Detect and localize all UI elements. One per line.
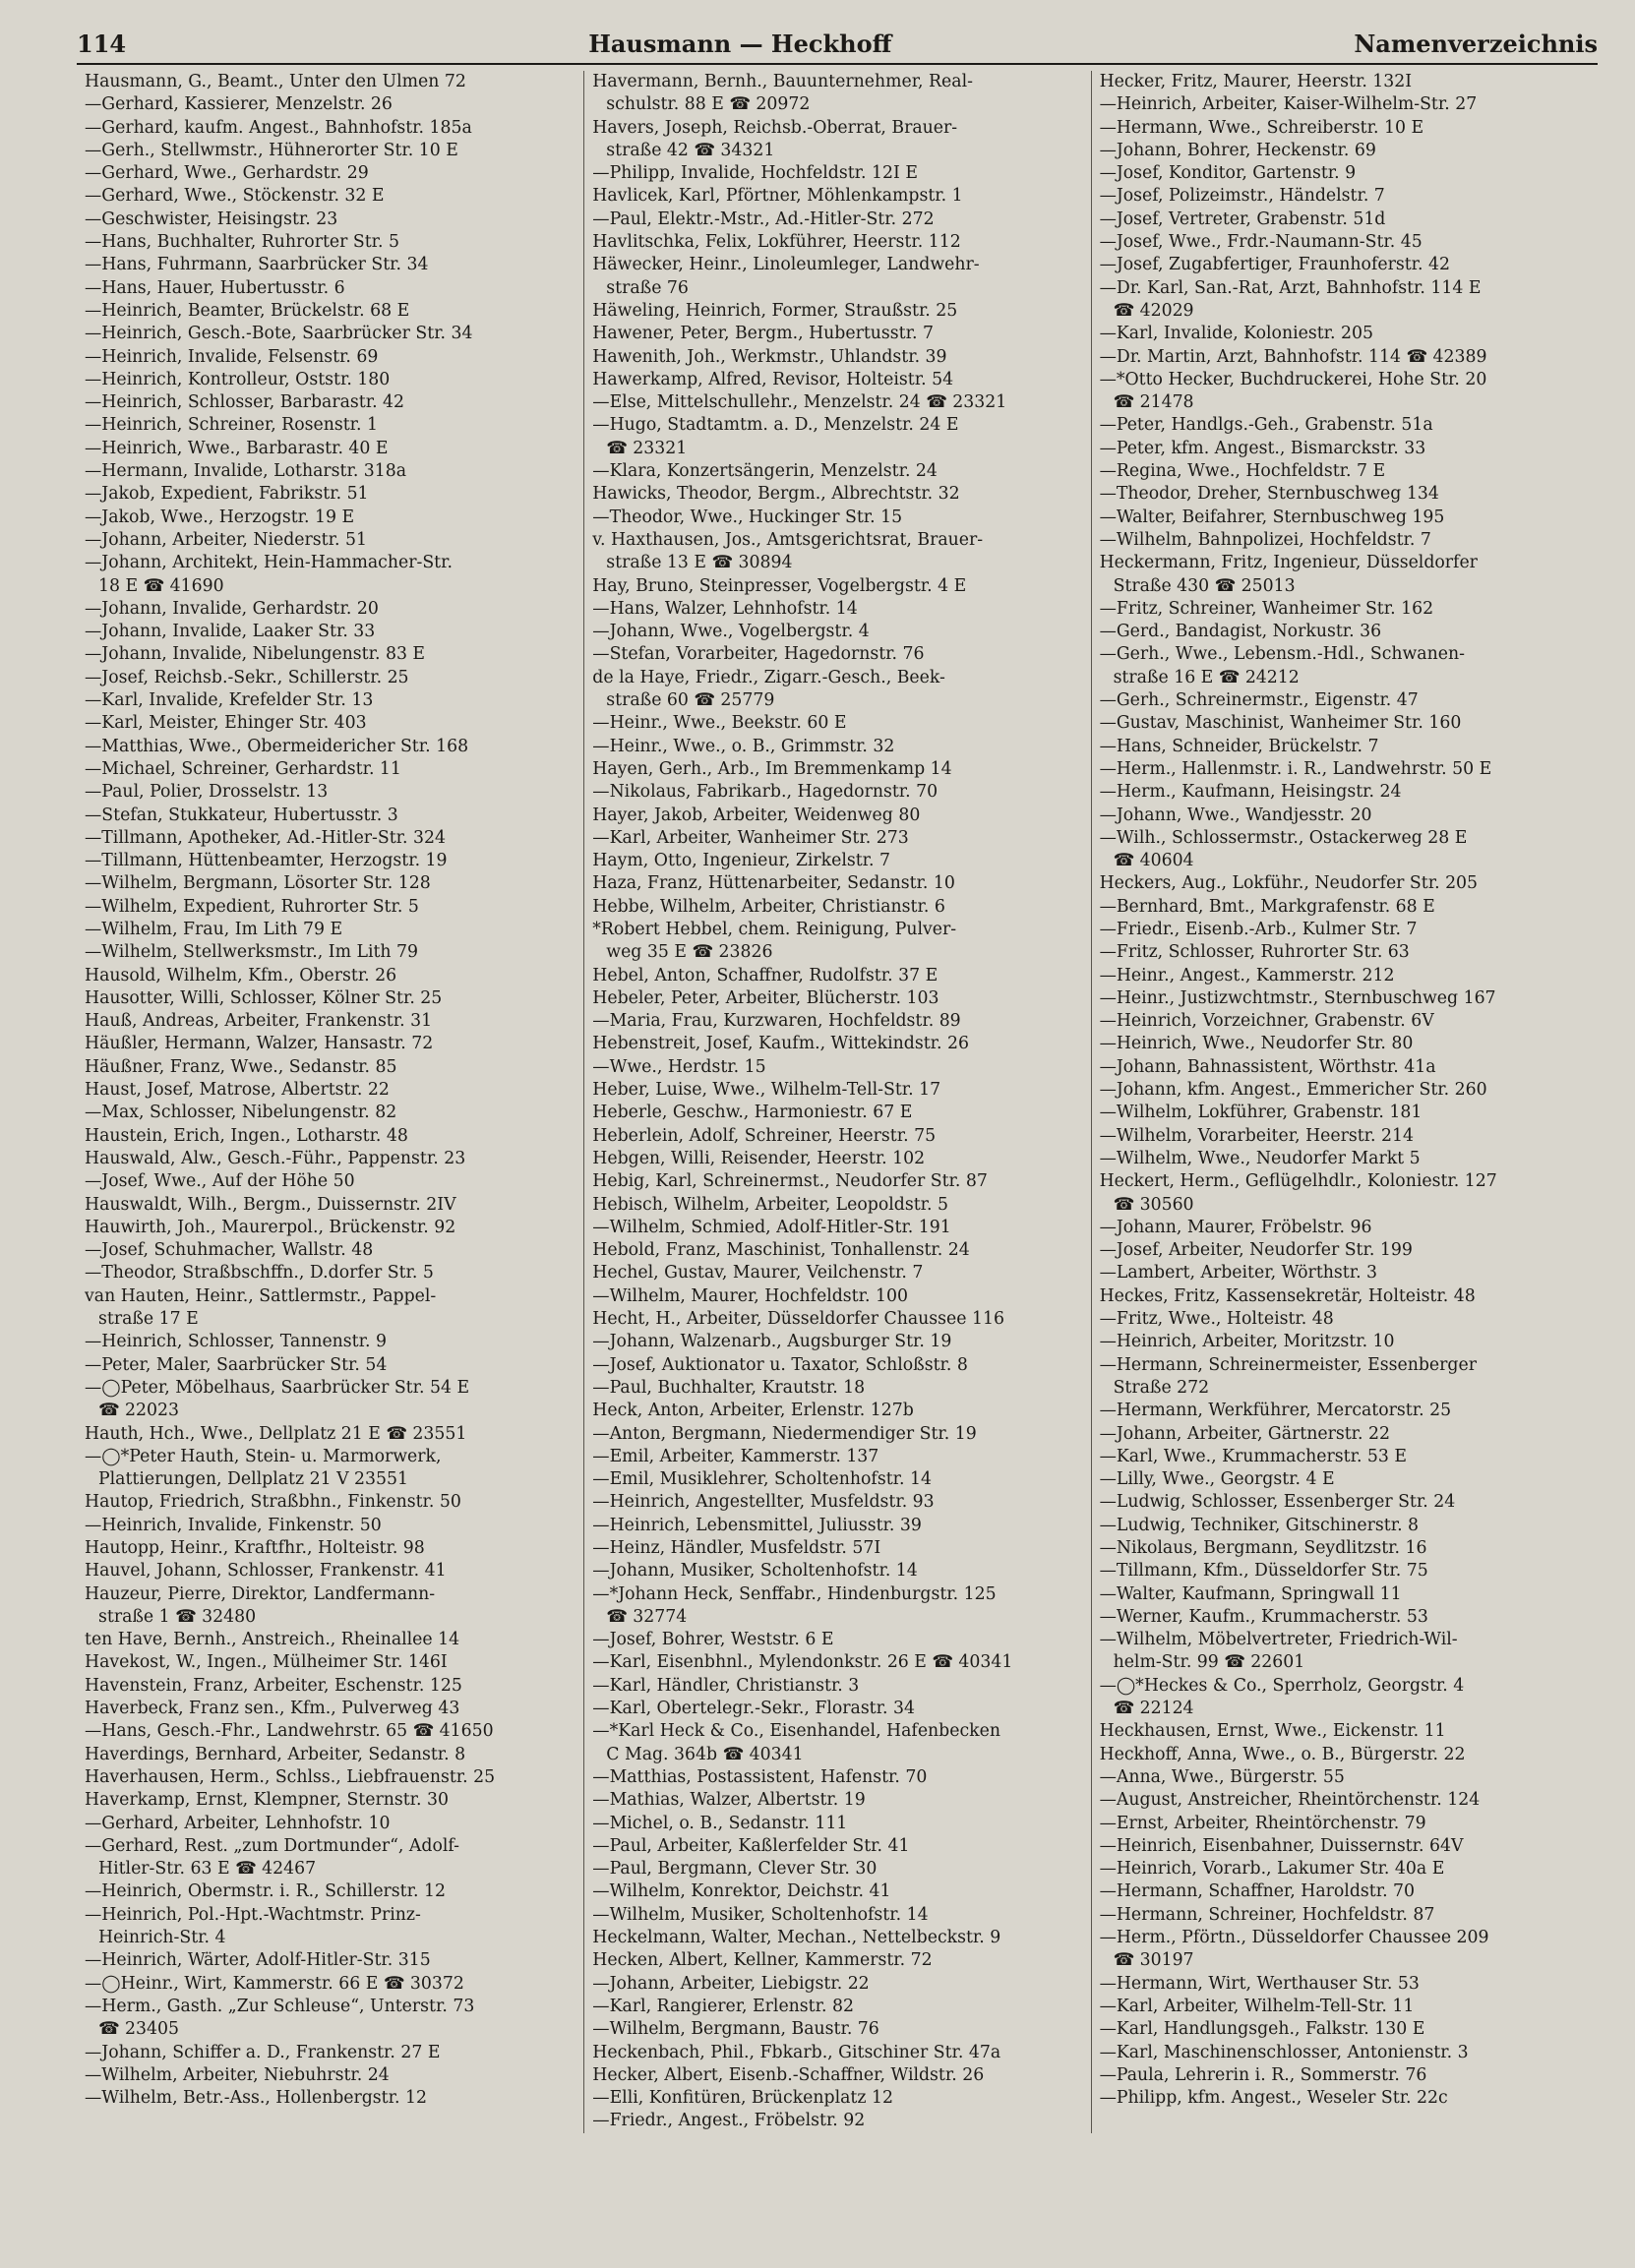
directory-entry: —Wilhelm, Betr.-Ass., Hollenbergstr. 12 <box>85 2088 427 2109</box>
directory-entry: —Karl, Händler, Christianstr. 3 <box>592 1675 860 1696</box>
directory-entry: —Paula, Lehrerin i. R., Sommerstr. 76 <box>1099 2064 1427 2085</box>
directory-entry: —Michel, o. B., Sedanstr. 111 <box>592 1813 848 1833</box>
directory-entry: Hecker, Albert, Eisenb.-Schaffner, Wildstr. 26 <box>592 2064 985 2085</box>
directory-entry: —Heinr., Justizwchtmstr., Sternbuschweg 167 <box>1099 987 1496 1008</box>
directory-entry: —Karl, Invalide, Koloniestr. 205 <box>1099 324 1373 344</box>
directory-entry: —Karl, Rangierer, Erlenstr. 82 <box>592 1996 854 2016</box>
directory-entry: —Karl, Obertelegr.-Sekr., Florastr. 34 <box>592 1699 915 1719</box>
directory-entry: —Wwe., Herdstr. 15 <box>592 1056 766 1077</box>
directory-entry: —Karl, Eisenbhnl., Mylendonkstr. 26 E ☎ 40341 <box>592 1652 1013 1673</box>
directory-entry: —Heinrich, Wwe., Neudorfer Str. 80 <box>1099 1034 1414 1054</box>
directory-entry: —Johann, Bahnassistent, Wörthstr. 41a <box>1099 1056 1436 1077</box>
directory-entry: —Elli, Konfitüren, Brückenplatz 12 <box>592 2088 893 2109</box>
directory-entry: —Max, Schlosser, Nibelungenstr. 82 <box>85 1103 397 1123</box>
directory-entry: —Johann, Maurer, Fröbelstr. 96 <box>1099 1217 1372 1237</box>
directory-entry: —Bernhard, Bmt., Markgrafenstr. 68 E <box>1099 896 1435 917</box>
directory-entry: —Ludwig, Techniker, Gitschinerstr. 8 <box>1099 1515 1420 1535</box>
directory-entry: —Gerhard, Wwe., Gerhardstr. 29 <box>85 163 369 184</box>
directory-entry: —Wilhelm, Stellwerksmstr., Im Lith 79 <box>85 942 419 963</box>
directory-entry: Haverkamp, Ernst, Klempner, Sternstr. 30 <box>85 1790 450 1811</box>
directory-entry: Heckers, Aug., Lokführ., Neudorfer Str. 205 <box>1099 873 1479 894</box>
directory-entry: Hauzeur, Pierre, Direktor, Landfermann- <box>85 1583 436 1604</box>
directory-entry: Plattierungen, Dellplatz 21 V 23551 <box>98 1469 409 1490</box>
directory-entry: Hecken, Albert, Kellner, Kammerstr. 72 <box>592 1950 933 1971</box>
directory-entry: —Theodor, Wwe., Huckinger Str. 15 <box>592 507 903 527</box>
directory-entry: —Heinrich, Gesch.-Bote, Saarbrücker Str. 34 <box>85 324 473 344</box>
directory-entry: —Gerh., Stellwmstr., Hühnerorter Str. 10 E <box>85 140 458 160</box>
directory-entry: Hausold, Wilhelm, Kfm., Oberstr. 26 <box>85 965 397 985</box>
directory-entry: helm-Str. 99 ☎ 22601 <box>1113 1652 1305 1673</box>
directory-entry: Hebeler, Peter, Arbeiter, Blücherstr. 103 <box>592 987 939 1008</box>
directory-entry: Hauvel, Johann, Schlosser, Frankenstr. 41 <box>85 1561 447 1582</box>
directory-entry: —Ludwig, Schlosser, Essenberger Str. 24 <box>1099 1492 1456 1513</box>
directory-entry: —Jakob, Wwe., Herzogstr. 19 E <box>85 507 355 527</box>
directory-entry: Hausotter, Willi, Schlosser, Kölner Str. 25 <box>85 987 443 1008</box>
directory-entry: Straße 272 <box>1113 1377 1210 1398</box>
directory-entry: —Ernst, Arbeiter, Rheintörchenstr. 79 <box>1099 1813 1426 1833</box>
directory-entry: —Michael, Schreiner, Gerhardstr. 11 <box>85 758 401 779</box>
directory-entry: —Paul, Arbeiter, Kaßlerfelder Str. 41 <box>592 1835 910 1856</box>
directory-entry: —Karl, Handlungsgeh., Falkstr. 130 E <box>1099 2019 1425 2040</box>
directory-entry: —Herm., Gasth. „Zur Schleuse“, Unterstr. 73 <box>85 1996 475 2016</box>
directory-entry: Heber, Luise, Wwe., Wilhelm-Tell-Str. 17 <box>592 1080 941 1101</box>
directory-entry: Hautopp, Heinr., Kraftfhr., Holteistr. 98 <box>85 1538 425 1558</box>
directory-entry: —Mathias, Walzer, Albertstr. 19 <box>592 1790 866 1811</box>
directory-entry: —Dr. Karl, San.-Rat, Arzt, Bahnhofstr. 114 E <box>1099 277 1482 298</box>
directory-entry: —Matthias, Wwe., Obermeidericher Str. 168 <box>85 736 469 756</box>
directory-entry: —Paul, Elektr.-Mstr., Ad.-Hitler-Str. 272 <box>592 209 935 229</box>
directory-entry: —Heinrich, Schreiner, Rosenstr. 1 <box>85 415 378 436</box>
directory-entry: —Hermann, Schaffner, Haroldstr. 70 <box>1099 1881 1416 1902</box>
directory-entry: —Josef, Bohrer, Weststr. 6 E <box>592 1630 834 1650</box>
directory-entry: —Heinrich, Obermstr. i. R., Schillerstr. 12 <box>85 1881 446 1902</box>
directory-entry: —Heinrich, Beamter, Brückelstr. 68 E <box>85 300 410 321</box>
directory-entry: —Stefan, Vorarbeiter, Hagedornstr. 76 <box>592 644 925 665</box>
directory-entry: —Wilhelm, Arbeiter, Niebuhrstr. 24 <box>85 2064 390 2085</box>
directory-entry: schulstr. 88 E ☎ 20972 <box>606 94 811 115</box>
directory-entry: Hauwirth, Joh., Maurerpol., Brückenstr. 92 <box>85 1217 456 1237</box>
directory-entry: —Anna, Wwe., Bürgerstr. 55 <box>1099 1766 1345 1787</box>
directory-entry: —Heinrich, Invalide, Felsenstr. 69 <box>85 346 379 367</box>
directory-entry: —Wilhelm, Musiker, Scholtenhofstr. 14 <box>592 1904 929 1925</box>
directory-entry: —Heinrich, Schlosser, Tannenstr. 9 <box>85 1332 387 1352</box>
directory-entry: —Herm., Hallenmstr. i. R., Landwehrstr. 50 E <box>1099 758 1492 779</box>
directory-entry: —Johann, Arbeiter, Niederstr. 51 <box>85 529 367 550</box>
directory-entry: —Johann, Invalide, Gerhardstr. 20 <box>85 598 379 619</box>
directory-entry: Haustein, Erich, Ingen., Lotharstr. 48 <box>85 1125 408 1146</box>
directory-entry: —Johann, Wwe., Wandjesstr. 20 <box>1099 805 1372 825</box>
directory-entry: —Wilhelm, Bergmann, Lösorter Str. 128 <box>85 873 431 894</box>
directory-entry: —Nikolaus, Bergmann, Seydlitzstr. 16 <box>1099 1538 1427 1558</box>
directory-entry: —*Otto Hecker, Buchdruckerei, Hohe Str. 20 <box>1099 369 1487 389</box>
directory-entry: —Gerhard, Rest. „zum Dortmunder“, Adolf- <box>85 1835 459 1856</box>
directory-entry: —Heinrich, Lebensmittel, Juliusstr. 39 <box>592 1515 922 1535</box>
directory-entry: Häußner, Franz, Wwe., Sedanstr. 85 <box>85 1056 397 1077</box>
directory-entry: —Stefan, Stukkateur, Hubertusstr. 3 <box>85 805 398 825</box>
directory-entry: —Wilhelm, Konrektor, Deichstr. 41 <box>592 1881 891 1902</box>
directory-entry: —Hermann, Schreiner, Hochfeldstr. 87 <box>1099 1904 1435 1925</box>
directory-entry: Häweling, Heinrich, Former, Straußstr. 25 <box>592 300 958 321</box>
directory-entry: weg 35 E ☎ 23826 <box>606 942 773 963</box>
directory-entry: Heberlein, Adolf, Schreiner, Heerstr. 75 <box>592 1125 937 1146</box>
directory-entry: —Walter, Beifahrer, Sternbuschweg 195 <box>1099 507 1445 527</box>
directory-entry: Havekost, W., Ingen., Mülheimer Str. 146I <box>85 1652 448 1673</box>
directory-entry: ☎ 22023 <box>98 1401 179 1421</box>
directory-entry: —Josef, Polizeimstr., Händelstr. 7 <box>1099 186 1385 207</box>
directory-entry: Heinrich-Str. 4 <box>98 1928 226 1948</box>
running-title: Hausmann — Heckhoff <box>588 30 892 58</box>
directory-entry: —Johann, Arbeiter, Liebigstr. 22 <box>592 1973 870 1994</box>
directory-entry: —Hans, Walzer, Lehnhofstr. 14 <box>592 598 858 619</box>
directory-entry: Straße 430 ☎ 25013 <box>1113 575 1296 596</box>
directory-entry: —Heinr., Wwe., o. B., Grimmstr. 32 <box>592 736 895 756</box>
directory-entry: Hautop, Friedrich, Straßbhn., Finkenstr. 50 <box>85 1492 461 1513</box>
directory-entry: Hawicks, Theodor, Bergm., Albrechtstr. 32 <box>592 484 960 505</box>
directory-entry: —Peter, kfm. Angest., Bismarckstr. 33 <box>1099 438 1426 458</box>
directory-entry: Hayen, Gerh., Arb., Im Bremmenkamp 14 <box>592 758 952 779</box>
directory-entry: —Wilh., Schlossermstr., Ostackerweg 28 E <box>1099 827 1468 848</box>
directory-entry: Hebisch, Wilhelm, Arbeiter, Leopoldstr. 5 <box>592 1194 948 1215</box>
directory-entry: —Geschwister, Heisingstr. 23 <box>85 209 338 229</box>
column-1 <box>77 71 583 2133</box>
directory-entry: —Karl, Invalide, Krefelder Str. 13 <box>85 690 374 711</box>
directory-entry: —Wilhelm, Vorarbeiter, Heerstr. 214 <box>1099 1125 1415 1146</box>
directory-entry: —Paul, Bergmann, Clever Str. 30 <box>592 1859 878 1880</box>
section-title: Namenverzeichnis <box>1354 30 1598 58</box>
directory-entry: straße 60 ☎ 25779 <box>606 690 775 711</box>
directory-entry: —Hans, Hauer, Hubertusstr. 6 <box>85 277 345 298</box>
directory-entry: —Hugo, Stadtamtm. a. D., Menzelstr. 24 E <box>592 415 959 436</box>
directory-entry: —Heinrich, Vorarb., Lakumer Str. 40a E <box>1099 1859 1445 1880</box>
directory-entry: Hecht, H., Arbeiter, Düsseldorfer Chaussee 116 <box>592 1309 1004 1330</box>
directory-entry: —Josef, Konditor, Gartenstr. 9 <box>1099 163 1357 184</box>
directory-entry: —Hans, Gesch.-Fhr., Landwehrstr. 65 ☎ 41650 <box>85 1721 494 1742</box>
directory-entry: —Heinrich, Invalide, Finkenstr. 50 <box>85 1515 382 1535</box>
directory-entry: Hebig, Karl, Schreinermst., Neudorfer Str. 87 <box>592 1171 988 1192</box>
directory-entry: —Matthias, Postassistent, Hafenstr. 70 <box>592 1766 928 1787</box>
directory-entry: —Emil, Musiklehrer, Scholtenhofstr. 14 <box>592 1469 932 1490</box>
directory-entry: ☎ 21478 <box>1113 392 1194 413</box>
directory-entry: Heckhoff, Anna, Wwe., o. B., Bürgerstr. 22 <box>1099 1744 1466 1764</box>
directory-entry: —Lambert, Arbeiter, Wörthstr. 3 <box>1099 1263 1378 1283</box>
directory-entry: —Heinr., Wwe., Beekstr. 60 E <box>592 713 847 734</box>
directory-entry: —Werner, Kaufm., Krummacherstr. 53 <box>1099 1606 1428 1627</box>
directory-entry: van Hauten, Heinr., Sattlermstr., Pappel- <box>85 1285 437 1306</box>
directory-entry: —Fritz, Schreiner, Wanheimer Str. 162 <box>1099 598 1434 619</box>
directory-entry: —Philipp, Invalide, Hochfeldstr. 12I E <box>592 163 918 184</box>
directory-entry: —Josef, Wwe., Auf der Höhe 50 <box>85 1171 355 1192</box>
directory-entry: —Heinz, Händler, Musfeldstr. 57I <box>592 1538 881 1558</box>
directory-entry: Hitler-Str. 63 E ☎ 42467 <box>98 1859 317 1880</box>
directory-entry: —Gerhard, Kassierer, Menzelstr. 26 <box>85 94 393 115</box>
directory-entry: —Hermann, Wirt, Werthauser Str. 53 <box>1099 1973 1420 1994</box>
directory-entry: Hecker, Fritz, Maurer, Heerstr. 132I <box>1099 72 1413 91</box>
directory-entry: Haza, Franz, Hüttenarbeiter, Sedanstr. 10 <box>592 873 955 894</box>
directory-entry: ☎ 23405 <box>98 2019 179 2040</box>
directory-entry: —Gerhard, Arbeiter, Lehnhofstr. 10 <box>85 1813 391 1833</box>
directory-entry: ☎ 30560 <box>1113 1194 1194 1215</box>
directory-entry: ☎ 42029 <box>1113 300 1194 321</box>
directory-entry: Hebgen, Willi, Reisender, Heerstr. 102 <box>592 1148 926 1168</box>
directory-entry: —Friedr., Eisenb.-Arb., Kulmer Str. 7 <box>1099 919 1418 939</box>
directory-entry: —Heinrich, Kontrolleur, Oststr. 180 <box>85 369 391 389</box>
directory-entry: de la Haye, Friedr., Zigarr.-Gesch., Beek- <box>592 667 945 687</box>
directory-entry: Havers, Joseph, Reichsb.-Oberrat, Brauer- <box>592 117 958 138</box>
directory-entry: —Johann, Schiffer a. D., Frankenstr. 27 E <box>85 2042 441 2062</box>
directory-entry: —Walter, Kaufmann, Springwall 11 <box>1099 1583 1402 1604</box>
header-rule <box>77 63 1598 65</box>
directory-entry: Heckhausen, Ernst, Wwe., Eickenstr. 11 <box>1099 1721 1446 1742</box>
directory-entry: Havlitschka, Felix, Lokführer, Heerstr. 112 <box>592 232 961 253</box>
directory-entry: —◯*Peter Hauth, Stein- u. Marmorwerk, <box>85 1446 442 1466</box>
directory-entry: —Nikolaus, Fabrikarb., Hagedornstr. 70 <box>592 782 939 803</box>
directory-entry: Hausmann, G., Beamt., Unter den Ulmen 72 <box>85 72 466 91</box>
entry-columns <box>77 71 1598 2133</box>
directory-entry: —◯Heinr., Wirt, Kammerstr. 66 E ☎ 30372 <box>85 1973 464 1994</box>
directory-entry: straße 13 E ☎ 30894 <box>606 553 793 573</box>
directory-entry: —August, Anstreicher, Rheintörchenstr. 124 <box>1099 1790 1481 1811</box>
page-header <box>77 30 1598 59</box>
directory-entry: —Wilhelm, Frau, Im Lith 79 E <box>85 919 343 939</box>
directory-entry: Heckert, Herm., Geflügelhdlr., Koloniestr. 127 <box>1099 1171 1497 1192</box>
directory-entry: —Klara, Konzertsängerin, Menzelstr. 24 <box>592 461 938 482</box>
directory-entry: —◯*Heckes & Co., Sperrholz, Georgstr. 4 <box>1099 1675 1465 1696</box>
directory-entry: —Wilhelm, Möbelvertreter, Friedrich-Wil- <box>1099 1630 1458 1650</box>
directory-entry: —Heinrich, Arbeiter, Moritzstr. 10 <box>1099 1332 1395 1352</box>
directory-entry: —Wilhelm, Lokführer, Grabenstr. 181 <box>1099 1103 1423 1123</box>
directory-entry: —Karl, Meister, Ehinger Str. 403 <box>85 713 367 734</box>
directory-entry: —Gustav, Maschinist, Wanheimer Str. 160 <box>1099 713 1462 734</box>
directory-entry: —Hermann, Schreinermeister, Essenberger <box>1099 1354 1477 1375</box>
directory-entry: —Herm., Kaufmann, Heisingstr. 24 <box>1099 782 1402 803</box>
directory-entry: C Mag. 364b ☎ 40341 <box>606 1744 804 1764</box>
directory-entry: Häwecker, Heinr., Linoleumleger, Landwehr- <box>592 255 980 275</box>
directory-entry: Hebold, Franz, Maschinist, Tonhallenstr. 24 <box>592 1240 970 1261</box>
directory-entry: Havenstein, Franz, Arbeiter, Eschenstr. 125 <box>85 1675 462 1696</box>
directory-entry: —Josef, Reichsb.-Sekr., Schillerstr. 25 <box>85 667 409 687</box>
directory-entry: straße 17 E <box>98 1309 199 1330</box>
directory-entry: —Wilhelm, Wwe., Neudorfer Markt 5 <box>1099 1148 1421 1168</box>
directory-entry: —Tillmann, Hüttenbeamter, Herzogstr. 19 <box>85 851 448 871</box>
directory-entry: —Hermann, Wwe., Schreiberstr. 10 E <box>1099 117 1424 138</box>
directory-entry: —Herm., Pförtn., Düsseldorfer Chaussee 209 <box>1099 1928 1489 1948</box>
directory-entry: —◯Peter, Möbelhaus, Saarbrücker Str. 54 E <box>85 1377 470 1398</box>
directory-entry: —Lilly, Wwe., Georgstr. 4 E <box>1099 1469 1335 1490</box>
directory-entry: ten Have, Bernh., Anstreich., Rheinallee 14 <box>85 1630 460 1650</box>
directory-entry: straße 1 ☎ 32480 <box>98 1606 257 1627</box>
directory-entry: ☎ 40604 <box>1113 851 1194 871</box>
directory-entry: Hayer, Jakob, Arbeiter, Weidenweg 80 <box>592 805 921 825</box>
directory-entry: —Peter, Handlgs.-Geh., Grabenstr. 51a <box>1099 415 1433 436</box>
directory-entry: Hauswald, Alw., Gesch.-Führ., Pappenstr. 23 <box>85 1148 466 1168</box>
directory-entry: Hauß, Andreas, Arbeiter, Frankenstr. 31 <box>85 1011 433 1032</box>
directory-entry: straße 16 E ☎ 24212 <box>1113 667 1300 687</box>
directory-entry: —Philipp, kfm. Angest., Weseler Str. 22c <box>1099 2088 1448 2109</box>
directory-entry: —Josef, Zugabfertiger, Fraunhoferstr. 42 <box>1099 255 1450 275</box>
directory-entry: straße 76 <box>606 277 689 298</box>
directory-entry: —Hermann, Invalide, Lotharstr. 318a <box>85 461 407 482</box>
directory-entry: Hawerkamp, Alfred, Revisor, Holteistr. 54 <box>592 369 954 389</box>
directory-entry: v. Haxthausen, Jos., Amtsgerichtsrat, Brauer- <box>592 529 984 550</box>
directory-entry: —Josef, Vertreter, Grabenstr. 51d <box>1099 209 1386 229</box>
directory-entry: ☎ 22124 <box>1113 1699 1194 1719</box>
column-2 <box>583 71 1090 2133</box>
directory-entry: —Josef, Schuhmacher, Wallstr. 48 <box>85 1240 374 1261</box>
directory-entry: —Heinr., Angest., Kammerstr. 212 <box>1099 965 1395 985</box>
directory-entry: —Emil, Arbeiter, Kammerstr. 137 <box>592 1446 879 1466</box>
directory-entry: Hauswaldt, Wilh., Bergm., Duissernstr. 2IV <box>85 1194 456 1215</box>
directory-entry: 18 E ☎ 41690 <box>98 575 224 596</box>
directory-entry: —Gerhard, kaufm. Angest., Bahnhofstr. 185a <box>85 117 472 138</box>
directory-entry: —Johann, Musiker, Scholtenhofstr. 14 <box>592 1561 918 1582</box>
directory-entry: —Heinrich, Wwe., Barbarastr. 40 E <box>85 438 389 458</box>
directory-entry: Havlicek, Karl, Pförtner, Möhlenkampstr. 1 <box>592 186 963 207</box>
directory-entry: Heckes, Fritz, Kassensekretär, Holteistr. 48 <box>1099 1285 1476 1306</box>
directory-entry: —Heinrich, Schlosser, Barbarastr. 42 <box>85 392 405 413</box>
page-number: 114 <box>77 30 127 58</box>
directory-entry: —Heinrich, Vorzeichner, Grabenstr. 6V <box>1099 1011 1434 1032</box>
directory-entry: —Karl, Wwe., Krummacherstr. 53 E <box>1099 1446 1408 1466</box>
directory-entry: —Wilhelm, Schmied, Adolf-Hitler-Str. 191 <box>592 1217 951 1237</box>
directory-entry: ☎ 23321 <box>606 438 688 458</box>
directory-entry: Haverhausen, Herm., Schlss., Liebfrauenstr. 25 <box>85 1766 496 1787</box>
directory-entry: —Fritz, Wwe., Holteistr. 48 <box>1099 1309 1334 1330</box>
directory-entry: ☎ 30197 <box>1113 1950 1194 1971</box>
directory-entry: Havermann, Bernh., Bauunternehmer, Real- <box>592 72 973 91</box>
directory-entry: —Karl, Arbeiter, Wanheimer Str. 273 <box>592 827 909 848</box>
directory-entry: —Heinrich, Eisenbahner, Duissernstr. 64V <box>1099 1835 1464 1856</box>
directory-entry: Hebbe, Wilhelm, Arbeiter, Christianstr. 6 <box>592 896 945 917</box>
directory-entry: —Jakob, Expedient, Fabrikstr. 51 <box>85 484 369 505</box>
directory-entry: —Johann, Wwe., Vogelbergstr. 4 <box>592 622 870 642</box>
directory-entry: *Robert Hebbel, chem. Reinigung, Pulver- <box>592 919 957 939</box>
directory-entry: —Johann, Arbeiter, Gärtnerstr. 22 <box>1099 1423 1391 1444</box>
directory-entry: —*Johann Heck, Senffabr., Hindenburgstr. 125 <box>592 1583 997 1604</box>
directory-entry: —Peter, Maler, Saarbrücker Str. 54 <box>85 1354 388 1375</box>
directory-entry: —Hermann, Werkführer, Mercatorstr. 25 <box>1099 1401 1452 1421</box>
directory-entry: Häußler, Hermann, Walzer, Hansastr. 72 <box>85 1034 434 1054</box>
directory-entry: —Josef, Auktionator u. Taxator, Schloßstr. 8 <box>592 1354 968 1375</box>
directory-entry: Hawenith, Joh., Werkmstr., Uhlandstr. 39 <box>592 346 947 367</box>
directory-entry: —Gerh., Schreinermstr., Eigenstr. 47 <box>1099 690 1419 711</box>
directory-entry: Heckelmann, Walter, Mechan., Nettelbeckstr. 9 <box>592 1928 1001 1948</box>
directory-entry: —Friedr., Angest., Fröbelstr. 92 <box>592 2111 866 2131</box>
directory-entry: Haust, Josef, Matrose, Albertstr. 22 <box>85 1080 390 1101</box>
directory-entry: —Josef, Arbeiter, Neudorfer Str. 199 <box>1099 1240 1413 1261</box>
directory-entry: straße 42 ☎ 34321 <box>606 140 775 160</box>
directory-entry: —Karl, Maschinenschlosser, Antonienstr. 3 <box>1099 2042 1469 2062</box>
directory-entry: Hauth, Hch., Wwe., Dellplatz 21 E ☎ 23551 <box>85 1423 467 1444</box>
directory-entry: —Heinrich, Wärter, Adolf-Hitler-Str. 315 <box>85 1950 431 1971</box>
directory-entry: —Hans, Fuhrmann, Saarbrücker Str. 34 <box>85 255 429 275</box>
directory-entry: —Karl, Arbeiter, Wilhelm-Tell-Str. 11 <box>1099 1996 1415 2016</box>
directory-entry: —Paul, Buchhalter, Krautstr. 18 <box>592 1377 866 1398</box>
directory-entry: —Josef, Wwe., Frdr.-Naumann-Str. 45 <box>1099 232 1423 253</box>
directory-entry: —Heinrich, Angestellter, Musfeldstr. 93 <box>592 1492 935 1513</box>
directory-entry: Heberle, Geschw., Harmoniestr. 67 E <box>592 1103 913 1123</box>
directory-entry: —Dr. Martin, Arzt, Bahnhofstr. 114 ☎ 42389 <box>1099 346 1487 367</box>
directory-entry: —Gerd., Bandagist, Norkustr. 36 <box>1099 622 1382 642</box>
directory-entry: —Theodor, Straßbschffn., D.dorfer Str. 5 <box>85 1263 434 1283</box>
directory-entry: —Tillmann, Kfm., Düsseldorfer Str. 75 <box>1099 1561 1428 1582</box>
directory-entry: —Johann, Invalide, Nibelungenstr. 83 E <box>85 644 426 665</box>
directory-entry: Heckenbach, Phil., Fbkarb., Gitschiner Str. 47a <box>592 2042 1001 2062</box>
directory-entry: —Gerh., Wwe., Lebensm.-Hdl., Schwanen- <box>1099 644 1465 665</box>
directory-entry: Haym, Otto, Ingenieur, Zirkelstr. 7 <box>592 851 891 871</box>
directory-entry: —Wilhelm, Bergmann, Baustr. 76 <box>592 2019 879 2040</box>
directory-entry: —Hans, Schneider, Brückelstr. 7 <box>1099 736 1379 756</box>
directory-entry: Haverbeck, Franz sen., Kfm., Pulverweg 43 <box>85 1699 460 1719</box>
directory-entry: —Johann, Bohrer, Heckenstr. 69 <box>1099 140 1376 160</box>
directory-entry: —Heinrich, Arbeiter, Kaiser-Wilhelm-Str. 27 <box>1099 94 1478 115</box>
directory-entry: —Johann, kfm. Angest., Emmericher Str. 260 <box>1099 1080 1487 1101</box>
directory-entry: —Hans, Buchhalter, Ruhrorter Str. 5 <box>85 232 400 253</box>
directory-entry: Hay, Bruno, Steinpresser, Vogelbergstr. 4 E <box>592 575 967 596</box>
directory-entry: —Paul, Polier, Drosselstr. 13 <box>85 782 329 803</box>
directory-entry: —Tillmann, Apotheker, Ad.-Hitler-Str. 324 <box>85 827 447 848</box>
directory-entry: —*Karl Heck & Co., Eisenhandel, Hafenbecken <box>592 1721 1000 1742</box>
column-3 <box>1091 71 1598 2133</box>
directory-entry: Hebel, Anton, Schaffner, Rudolfstr. 37 E <box>592 965 939 985</box>
directory-entry: —Johann, Architekt, Hein-Hammacher-Str. <box>85 553 453 573</box>
directory-entry: Heckermann, Fritz, Ingenieur, Düsseldorfer <box>1099 553 1478 573</box>
directory-entry: —Fritz, Schlosser, Ruhrorter Str. 63 <box>1099 942 1410 963</box>
directory-entry: —Else, Mittelschullehr., Menzelstr. 24 ☎ 23321 <box>592 392 1007 413</box>
directory-entry: —Maria, Frau, Kurzwaren, Hochfeldstr. 89 <box>592 1011 961 1032</box>
directory-entry: Haverdings, Bernhard, Arbeiter, Sedanstr. 8 <box>85 1744 466 1764</box>
directory-entry: Heck, Anton, Arbeiter, Erlenstr. 127b <box>592 1401 914 1421</box>
directory-entry: —Gerhard, Wwe., Stöckenstr. 32 E <box>85 186 385 207</box>
directory-entry: —Heinrich, Pol.-Hpt.-Wachtmstr. Prinz- <box>85 1904 421 1925</box>
directory-entry: —Wilhelm, Bahnpolizei, Hochfeldstr. 7 <box>1099 529 1431 550</box>
directory-entry: Hawener, Peter, Bergm., Hubertusstr. 7 <box>592 324 934 344</box>
directory-entry: —Regina, Wwe., Hochfeldstr. 7 E <box>1099 461 1386 482</box>
directory-entry: Hebenstreit, Josef, Kaufm., Wittekindstr. 26 <box>592 1034 969 1054</box>
directory-entry: —Theodor, Dreher, Sternbuschweg 134 <box>1099 484 1439 505</box>
directory-entry: —Anton, Bergmann, Niedermendiger Str. 19 <box>592 1423 977 1444</box>
directory-entry: Hechel, Gustav, Maurer, Veilchenstr. 7 <box>592 1263 924 1283</box>
directory-entry: —Wilhelm, Maurer, Hochfeldstr. 100 <box>592 1285 908 1306</box>
directory-entry: —Wilhelm, Expedient, Ruhrorter Str. 5 <box>85 896 419 917</box>
directory-entry: —Johann, Walzenarb., Augsburger Str. 19 <box>592 1332 952 1352</box>
directory-entry: —Johann, Invalide, Laaker Str. 33 <box>85 622 376 642</box>
directory-entry: ☎ 32774 <box>606 1606 688 1627</box>
